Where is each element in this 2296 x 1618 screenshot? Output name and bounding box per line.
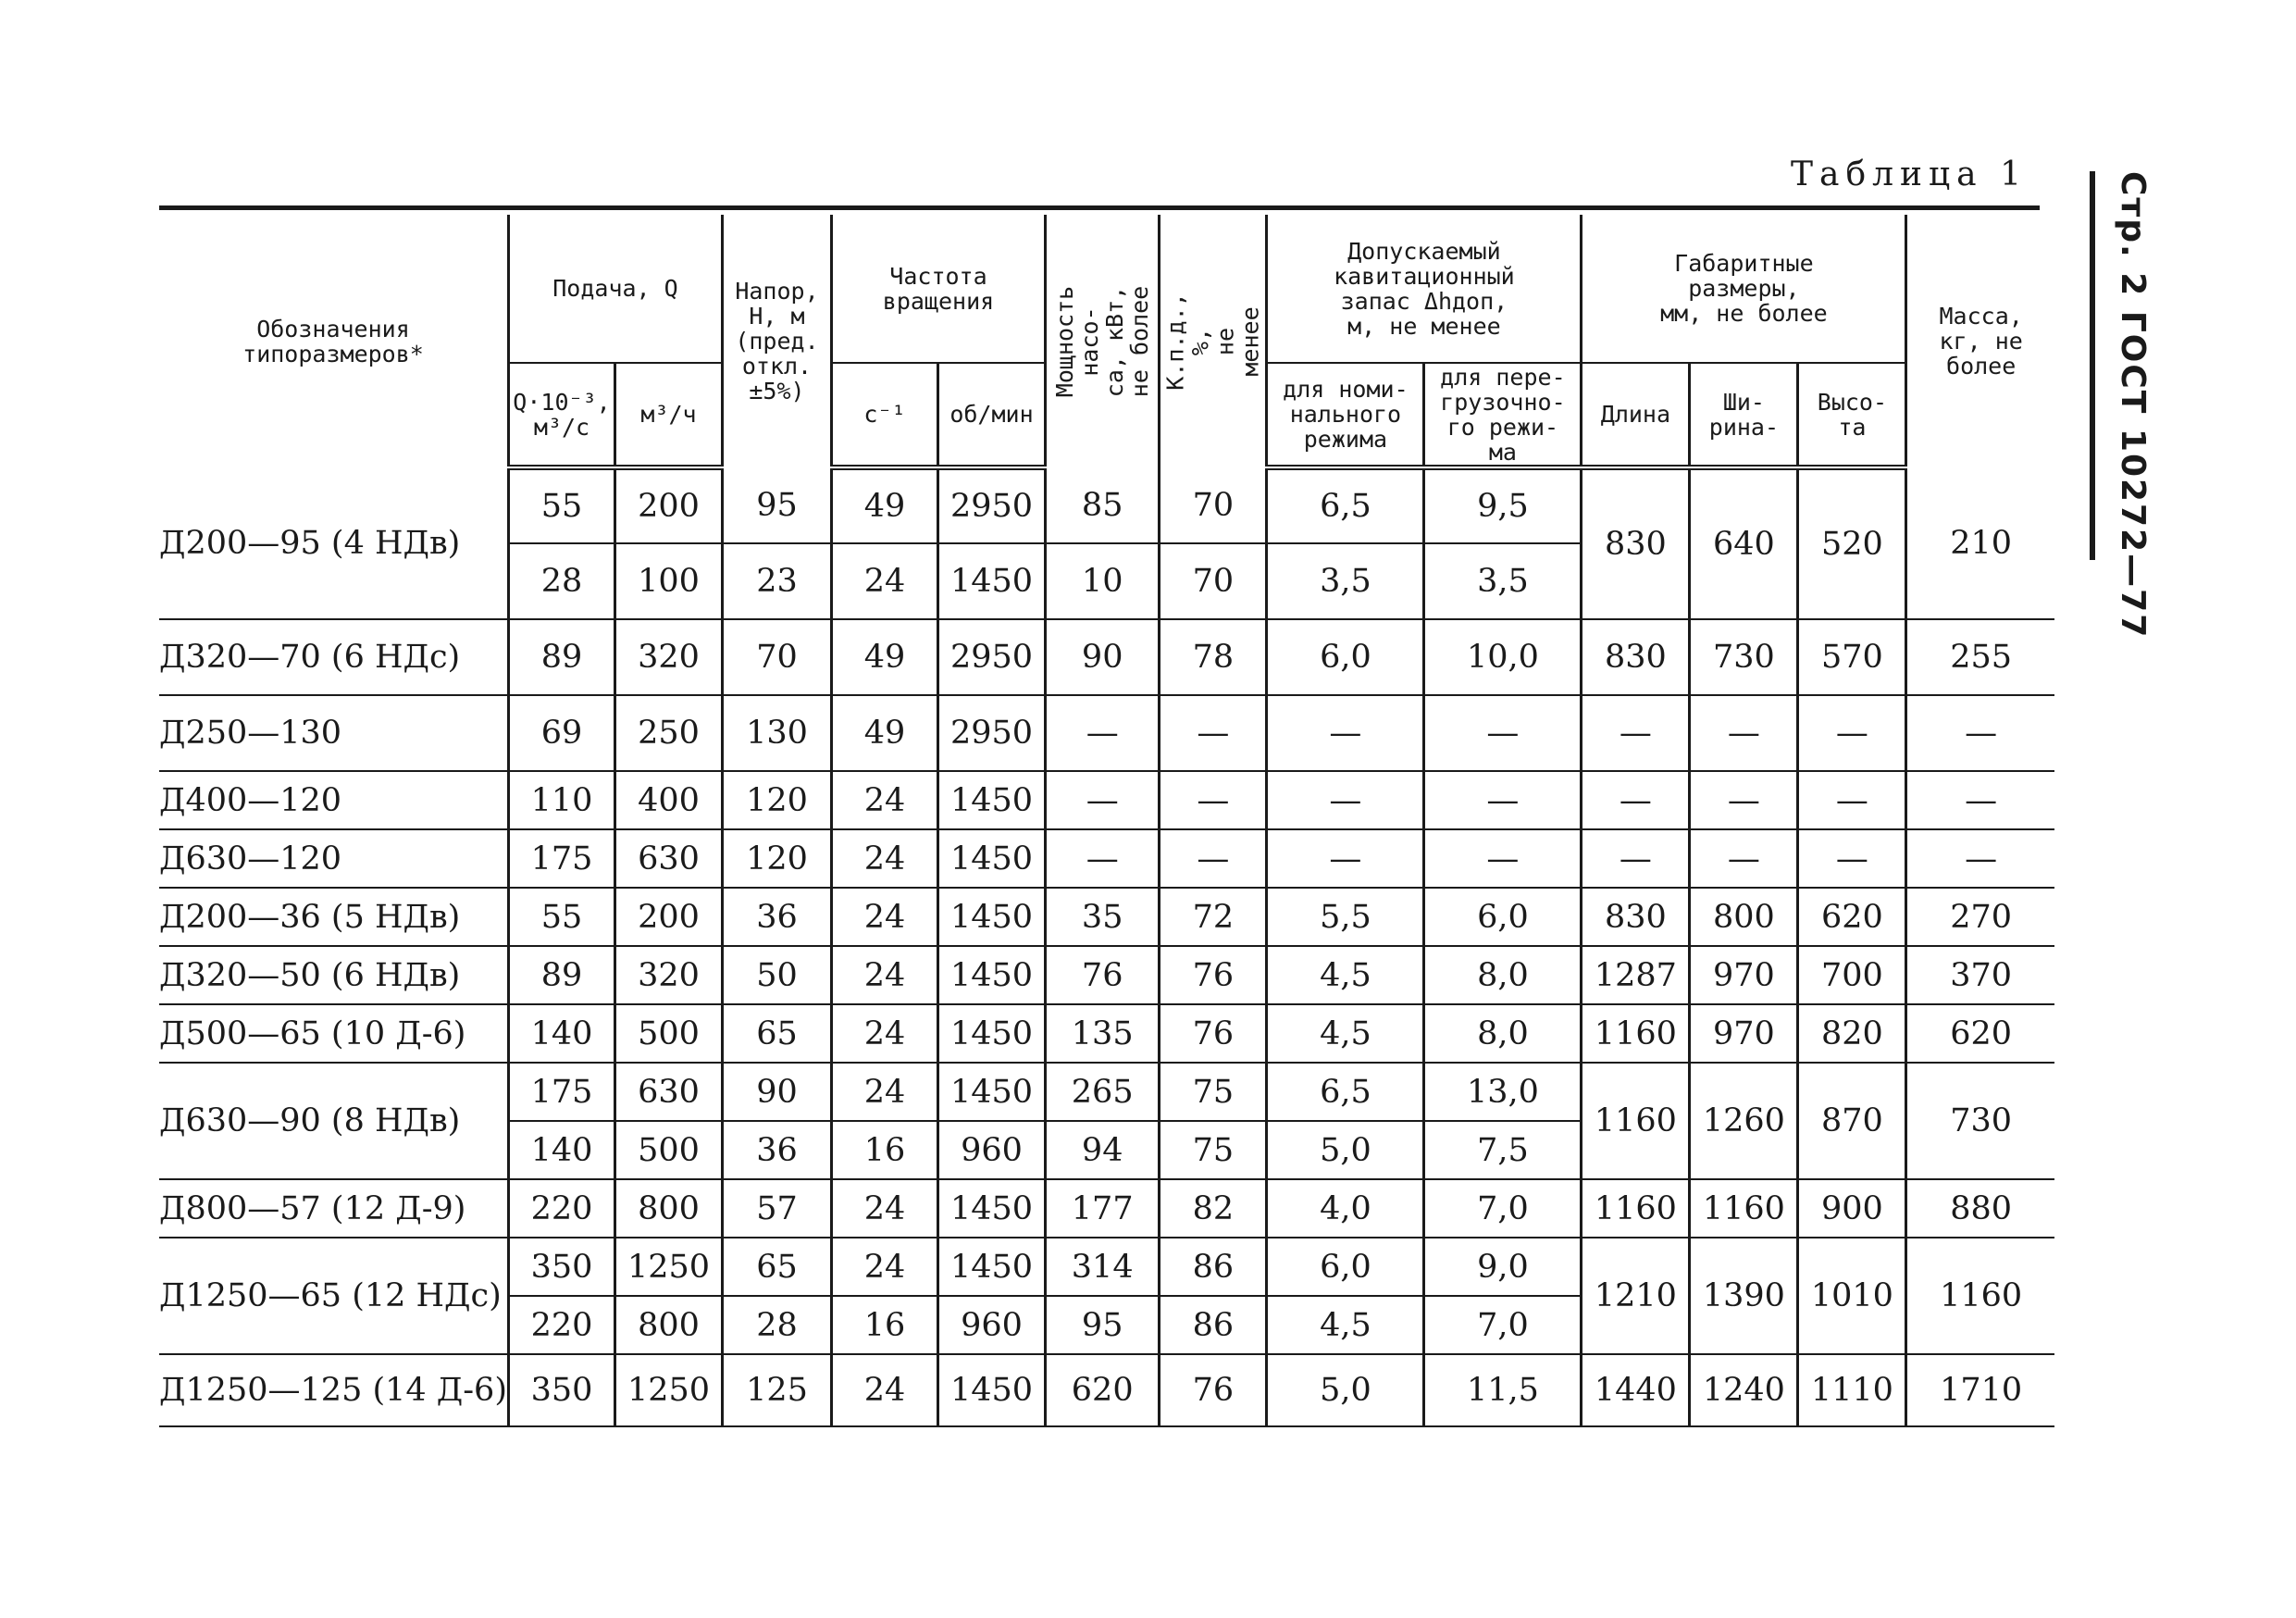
cell-value: 86 — [1160, 1296, 1267, 1354]
cell-value: 265 — [1045, 1063, 1159, 1121]
cell-value: 94 — [1045, 1121, 1159, 1179]
cell-value: 120 — [722, 771, 831, 829]
cell-value: 500 — [614, 1121, 722, 1179]
cell-value: 135 — [1045, 1004, 1159, 1063]
cell-value: 620 — [1045, 1354, 1159, 1426]
dimension-value: — — [1582, 829, 1690, 888]
pump-designation: Д800—57 (12 Д-9) — [159, 1179, 508, 1238]
table-row — [159, 619, 2054, 695]
dimension-value: — — [1798, 829, 1906, 888]
cell-value: 75 — [1160, 1121, 1267, 1179]
cell-value: 13,0 — [1424, 1063, 1582, 1121]
cell-value: 4,5 — [1267, 1004, 1424, 1063]
cell-value: 5,0 — [1267, 1354, 1424, 1426]
table-top-rule — [159, 205, 2040, 210]
cell-value: 10 — [1045, 543, 1159, 619]
dimension-value: 830 — [1582, 467, 1690, 619]
dimension-value: 1440 — [1582, 1354, 1690, 1426]
cell-value: — — [1045, 829, 1159, 888]
cell-value: 24 — [831, 1063, 937, 1121]
cell-value: 24 — [831, 771, 937, 829]
mass-value: 620 — [1906, 1004, 2054, 1063]
cell-value: 24 — [831, 1179, 937, 1238]
mass-value: — — [1906, 771, 2054, 829]
cell-value: 24 — [831, 543, 937, 619]
cell-value: 200 — [614, 467, 722, 543]
cell-value: 70 — [722, 619, 831, 695]
cell-value: 100 — [614, 543, 722, 619]
running-head-text: Стр. 2 ГОСТ 10272—77 — [2114, 171, 2152, 640]
cell-value: — — [1424, 695, 1582, 771]
cell-value: 314 — [1045, 1238, 1159, 1296]
dimension-value: 1160 — [1690, 1179, 1798, 1238]
cell-value: 350 — [508, 1238, 614, 1296]
cell-value: — — [1045, 695, 1159, 771]
header-speed-rpm: об/мин — [937, 363, 1045, 467]
cell-value: — — [1424, 771, 1582, 829]
cell-value: 6,0 — [1267, 1238, 1424, 1296]
cell-value: 50 — [722, 946, 831, 1004]
cell-value: 6,5 — [1267, 467, 1424, 543]
running-head-rule — [2090, 171, 2095, 560]
cell-value: 78 — [1160, 619, 1267, 695]
cell-value: 177 — [1045, 1179, 1159, 1238]
cell-value: 1450 — [937, 1179, 1045, 1238]
cell-value: 1450 — [937, 1063, 1045, 1121]
table-body — [159, 467, 2054, 1426]
cell-value: 36 — [722, 1121, 831, 1179]
pump-specs-table — [159, 215, 2054, 1427]
cell-value: 8,0 — [1424, 1004, 1582, 1063]
cell-value: 55 — [508, 467, 614, 543]
dimension-value: — — [1798, 771, 1906, 829]
pump-designation: Д320—70 (6 НДс) — [159, 619, 508, 695]
cell-value: 125 — [722, 1354, 831, 1426]
cell-value: 69 — [508, 695, 614, 771]
header-flow-m3h: м³/ч — [614, 363, 722, 467]
dimension-value: 1390 — [1690, 1238, 1798, 1354]
dimension-value: 1110 — [1798, 1354, 1906, 1426]
cell-value: 24 — [831, 829, 937, 888]
cell-value: 70 — [1160, 543, 1267, 619]
cell-value: 175 — [508, 829, 614, 888]
cell-value: 960 — [937, 1296, 1045, 1354]
cell-value: 320 — [614, 946, 722, 1004]
cell-value: 320 — [614, 619, 722, 695]
mass-value: 730 — [1906, 1063, 2054, 1179]
header-npsh: Допускаемый кавитационный запас Δhдоп, м, не менее — [1267, 215, 1582, 363]
cell-value: 49 — [831, 695, 937, 771]
table-row — [159, 1238, 2054, 1296]
dimension-value: 870 — [1798, 1063, 1906, 1179]
cell-value: — — [1160, 771, 1267, 829]
cell-value: 220 — [508, 1296, 614, 1354]
header-width: Ши- рина- — [1690, 363, 1798, 467]
cell-value: 220 — [508, 1179, 614, 1238]
pump-designation: Д630—90 (8 НДв) — [159, 1063, 508, 1179]
dimension-value: 570 — [1798, 619, 1906, 695]
cell-value: 89 — [508, 619, 614, 695]
cell-value: 75 — [1160, 1063, 1267, 1121]
dimension-value: 640 — [1690, 467, 1798, 619]
cell-value: 9,0 — [1424, 1238, 1582, 1296]
pump-designation: Д1250—65 (12 НДс) — [159, 1238, 508, 1354]
mass-value: — — [1906, 695, 2054, 771]
cell-value: 140 — [508, 1004, 614, 1063]
cell-value: 6,0 — [1424, 888, 1582, 946]
cell-value: 9,5 — [1424, 467, 1582, 543]
cell-value: 630 — [614, 1063, 722, 1121]
table-row — [159, 829, 2054, 888]
cell-value: 1450 — [937, 1238, 1045, 1296]
header-power-text: Мощность насо- са, кВт, не более — [1051, 285, 1154, 397]
cell-value: — — [1267, 695, 1424, 771]
mass-value: 210 — [1906, 467, 2054, 619]
cell-value: 90 — [722, 1063, 831, 1121]
cell-value: 65 — [722, 1004, 831, 1063]
table-row — [159, 1004, 2054, 1063]
cell-value: 7,5 — [1424, 1121, 1582, 1179]
cell-value: 57 — [722, 1179, 831, 1238]
header-mass: Масса, кг, не более — [1906, 215, 2054, 467]
cell-value: 11,5 — [1424, 1354, 1582, 1426]
dimension-value: 1010 — [1798, 1238, 1906, 1354]
dimension-value: 830 — [1582, 619, 1690, 695]
pump-designation: Д200—36 (5 НДв) — [159, 888, 508, 946]
dimension-value: — — [1582, 771, 1690, 829]
mass-value: 255 — [1906, 619, 2054, 695]
mass-value: 880 — [1906, 1179, 2054, 1238]
pump-designation: Д200—95 (4 НДв) — [159, 467, 508, 619]
cell-value: 1450 — [937, 771, 1045, 829]
cell-value: 5,5 — [1267, 888, 1424, 946]
dimension-value: — — [1582, 695, 1690, 771]
dimension-value: 730 — [1690, 619, 1798, 695]
cell-value: 35 — [1045, 888, 1159, 946]
cell-value: 2950 — [937, 467, 1045, 543]
dimension-value: 970 — [1690, 1004, 1798, 1063]
cell-value: 49 — [831, 619, 937, 695]
cell-value: — — [1267, 771, 1424, 829]
dimension-value: — — [1690, 829, 1798, 888]
pump-designation: Д1250—125 (14 Д-6) — [159, 1354, 508, 1426]
cell-value: 85 — [1045, 467, 1159, 543]
cell-value: 400 — [614, 771, 722, 829]
header-efficiency-text: К.п.д., %, не менее — [1161, 292, 1264, 391]
cell-value: 86 — [1160, 1238, 1267, 1296]
cell-value: 24 — [831, 1004, 937, 1063]
cell-value: 1450 — [937, 1354, 1045, 1426]
cell-value: 90 — [1045, 619, 1159, 695]
table-row — [159, 467, 2054, 543]
cell-value: 1250 — [614, 1238, 722, 1296]
cell-value: 200 — [614, 888, 722, 946]
cell-value: 24 — [831, 1354, 937, 1426]
cell-value: 24 — [831, 888, 937, 946]
cell-value: 1250 — [614, 1354, 722, 1426]
dimension-value: 1240 — [1690, 1354, 1798, 1426]
header-speed-s: с⁻¹ — [831, 363, 937, 467]
cell-value: 4,5 — [1267, 1296, 1424, 1354]
cell-value: 3,5 — [1267, 543, 1424, 619]
pump-designation: Д630—120 — [159, 829, 508, 888]
cell-value: 6,5 — [1267, 1063, 1424, 1121]
dimension-value: — — [1798, 695, 1906, 771]
dimension-value: 700 — [1798, 946, 1906, 1004]
table-row — [159, 1063, 2054, 1121]
cell-value: 49 — [831, 467, 937, 543]
table-row — [159, 1179, 2054, 1238]
dimension-value: 1260 — [1690, 1063, 1798, 1179]
pump-designation: Д320—50 (6 НДв) — [159, 946, 508, 1004]
header-dimensions: Габаритные размеры, мм, не более — [1582, 215, 1906, 363]
cell-value: 7,0 — [1424, 1179, 1582, 1238]
cell-value: 76 — [1045, 946, 1159, 1004]
cell-value: 4,0 — [1267, 1179, 1424, 1238]
cell-value: 1450 — [937, 946, 1045, 1004]
cell-value: — — [1045, 771, 1159, 829]
header-efficiency — [1160, 215, 1267, 467]
cell-value: 55 — [508, 888, 614, 946]
cell-value: 7,0 — [1424, 1296, 1582, 1354]
cell-value: 65 — [722, 1238, 831, 1296]
cell-value: 16 — [831, 1296, 937, 1354]
mass-value: 370 — [1906, 946, 2054, 1004]
header-length: Длина — [1582, 363, 1690, 467]
header-npsh-overload: для пере- грузочно- го режи- ма — [1424, 363, 1582, 467]
table-row — [159, 946, 2054, 1004]
cell-value: 110 — [508, 771, 614, 829]
cell-value: 95 — [1045, 1296, 1159, 1354]
cell-value: 140 — [508, 1121, 614, 1179]
cell-value: 1450 — [937, 829, 1045, 888]
cell-value: 2950 — [937, 695, 1045, 771]
pump-designation: Д400—120 — [159, 771, 508, 829]
running-head — [2096, 171, 2152, 640]
table-row — [159, 888, 2054, 946]
cell-value: 8,0 — [1424, 946, 1582, 1004]
header-head: Напор, H, м (пред. откл. ±5%) — [722, 215, 831, 467]
dimension-value: — — [1690, 771, 1798, 829]
cell-value: — — [1424, 829, 1582, 888]
header-power — [1045, 215, 1159, 467]
dimension-value: 1160 — [1582, 1179, 1690, 1238]
cell-value: 24 — [831, 1238, 937, 1296]
cell-value: 16 — [831, 1121, 937, 1179]
mass-value: 1710 — [1906, 1354, 2054, 1426]
mass-value: 1160 — [1906, 1238, 2054, 1354]
dimension-value: 1160 — [1582, 1063, 1690, 1179]
cell-value: 10,0 — [1424, 619, 1582, 695]
cell-value: 3,5 — [1424, 543, 1582, 619]
cell-value: 800 — [614, 1296, 722, 1354]
cell-value: 76 — [1160, 1354, 1267, 1426]
cell-value: 800 — [614, 1179, 722, 1238]
dimension-value: 1160 — [1582, 1004, 1690, 1063]
cell-value: 1450 — [937, 543, 1045, 619]
pump-designation: Д250—130 — [159, 695, 508, 771]
cell-value: 76 — [1160, 946, 1267, 1004]
cell-value: 89 — [508, 946, 614, 1004]
table-row — [159, 771, 2054, 829]
cell-value: 95 — [722, 467, 831, 543]
table-row — [159, 1354, 2054, 1426]
table-row — [159, 695, 2054, 771]
cell-value: 2950 — [937, 619, 1045, 695]
cell-value: 6,0 — [1267, 619, 1424, 695]
cell-value: 130 — [722, 695, 831, 771]
cell-value: 36 — [722, 888, 831, 946]
cell-value: 24 — [831, 946, 937, 1004]
cell-value: 4,5 — [1267, 946, 1424, 1004]
dimension-value: 1287 — [1582, 946, 1690, 1004]
dimension-value: 620 — [1798, 888, 1906, 946]
cell-value: 250 — [614, 695, 722, 771]
dimension-value: 830 — [1582, 888, 1690, 946]
dimension-value: 900 — [1798, 1179, 1906, 1238]
dimension-value: 970 — [1690, 946, 1798, 1004]
header-npsh-nominal: для номи- нального режима — [1267, 363, 1424, 467]
cell-value: 500 — [614, 1004, 722, 1063]
cell-value: — — [1267, 829, 1424, 888]
cell-value: 1450 — [937, 1004, 1045, 1063]
cell-value: — — [1160, 695, 1267, 771]
table-caption: Таблица 1 — [1791, 156, 2028, 193]
dimension-value: 1210 — [1582, 1238, 1690, 1354]
header-flow-m3s: Q·10⁻³, м³/с — [508, 363, 614, 467]
cell-value: 72 — [1160, 888, 1267, 946]
mass-value: — — [1906, 829, 2054, 888]
dimension-value: 820 — [1798, 1004, 1906, 1063]
cell-value: 1450 — [937, 888, 1045, 946]
cell-value: 82 — [1160, 1179, 1267, 1238]
cell-value: 5,0 — [1267, 1121, 1424, 1179]
cell-value: 28 — [508, 543, 614, 619]
header-flow: Подача, Q — [508, 215, 722, 363]
header-height: Высо- та — [1798, 363, 1906, 467]
cell-value: — — [1160, 829, 1267, 888]
header-designation: Обозначения типоразмеров* — [242, 315, 424, 367]
cell-value: 70 — [1160, 467, 1267, 543]
cell-value: 76 — [1160, 1004, 1267, 1063]
dimension-value: 520 — [1798, 467, 1906, 619]
dimension-value: 800 — [1690, 888, 1798, 946]
header-speed: Частота вращения — [831, 215, 1045, 363]
pump-designation: Д500—65 (10 Д-6) — [159, 1004, 508, 1063]
cell-value: 350 — [508, 1354, 614, 1426]
dimension-value: — — [1690, 695, 1798, 771]
mass-value: 270 — [1906, 888, 2054, 946]
cell-value: 630 — [614, 829, 722, 888]
cell-value: 28 — [722, 1296, 831, 1354]
cell-value: 175 — [508, 1063, 614, 1121]
cell-value: 960 — [937, 1121, 1045, 1179]
cell-value: 120 — [722, 829, 831, 888]
cell-value: 23 — [722, 543, 831, 619]
